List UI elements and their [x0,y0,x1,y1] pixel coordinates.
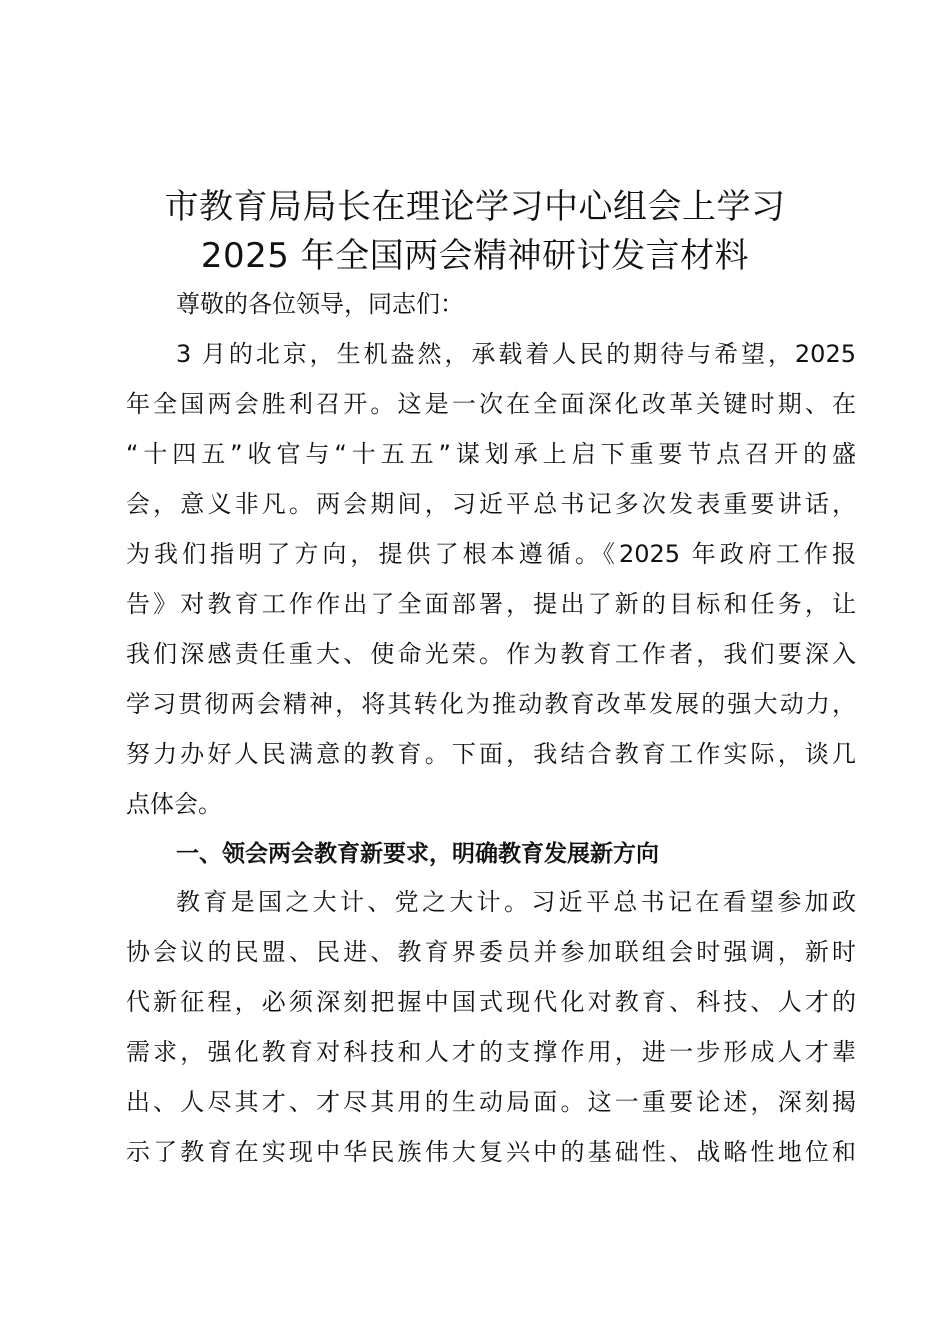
paragraph-1-line: 我们深感责任重大、使命光荣。作为教育工作者，我们要深入 [126,640,856,668]
paragraph-2-line: 代新征程，必须深刻把握中国式现代化对教育、科技、人才的 [126,988,856,1016]
paragraph-1-line: 点体会。 [126,790,222,818]
paragraph-1-line: 学习贯彻两会精神，将其转化为推动教育改革发展的强大动力， [126,690,856,718]
paragraph-1-line: 3 月的北京，生机盎然，承载着人民的期待与希望，2025 [176,340,856,368]
paragraph-1-line: 为我们指明了方向，提供了根本遵循。《2025 年政府工作报 [126,540,856,568]
paragraph-1-line: 努力办好人民满意的教育。下面，我结合教育工作实际，谈几 [126,740,856,768]
section-1-heading: 一、领会两会教育新要求，明确教育发展新方向 [176,841,659,867]
document-title-line-1: 市教育局局长在理论学习中心组会上学习 [164,187,786,227]
paragraph-1-line: 年全国两会胜利召开。这是一次在全面深化改革关键时期、在 [126,390,856,418]
paragraph-1-line: 会，意义非凡。两会期间，习近平总书记多次发表重要讲话， [126,490,856,518]
greeting: 尊敬的各位领导，同志们： [176,290,464,318]
paragraph-2-line: 协会议的民盟、民进、教育界委员并参加联组会时强调，新时 [126,938,856,966]
paragraph-2-line: 教育是国之大计、党之大计。习近平总书记在看望参加政 [176,888,856,916]
paragraph-2-line: 需求，强化教育对科技和人才的支撑作用，进一步形成人才辈 [126,1038,856,1066]
paragraph-1-line: “十四五”收官与“十五五”谋划承上启下重要节点召开的盛 [126,440,856,468]
paragraph-2-line: 示了教育在实现中华民族伟大复兴中的基础性、战略性地位和 [126,1138,856,1166]
paragraph-2-line: 出、人尽其才、才尽其用的生动局面。这一重要论述，深刻揭 [126,1088,856,1116]
paragraph-1-line: 告》对教育工作作出了全面部署，提出了新的目标和任务，让 [126,590,856,618]
document-title-line-2: 2025 年全国两会精神研讨发言材料 [200,236,750,276]
